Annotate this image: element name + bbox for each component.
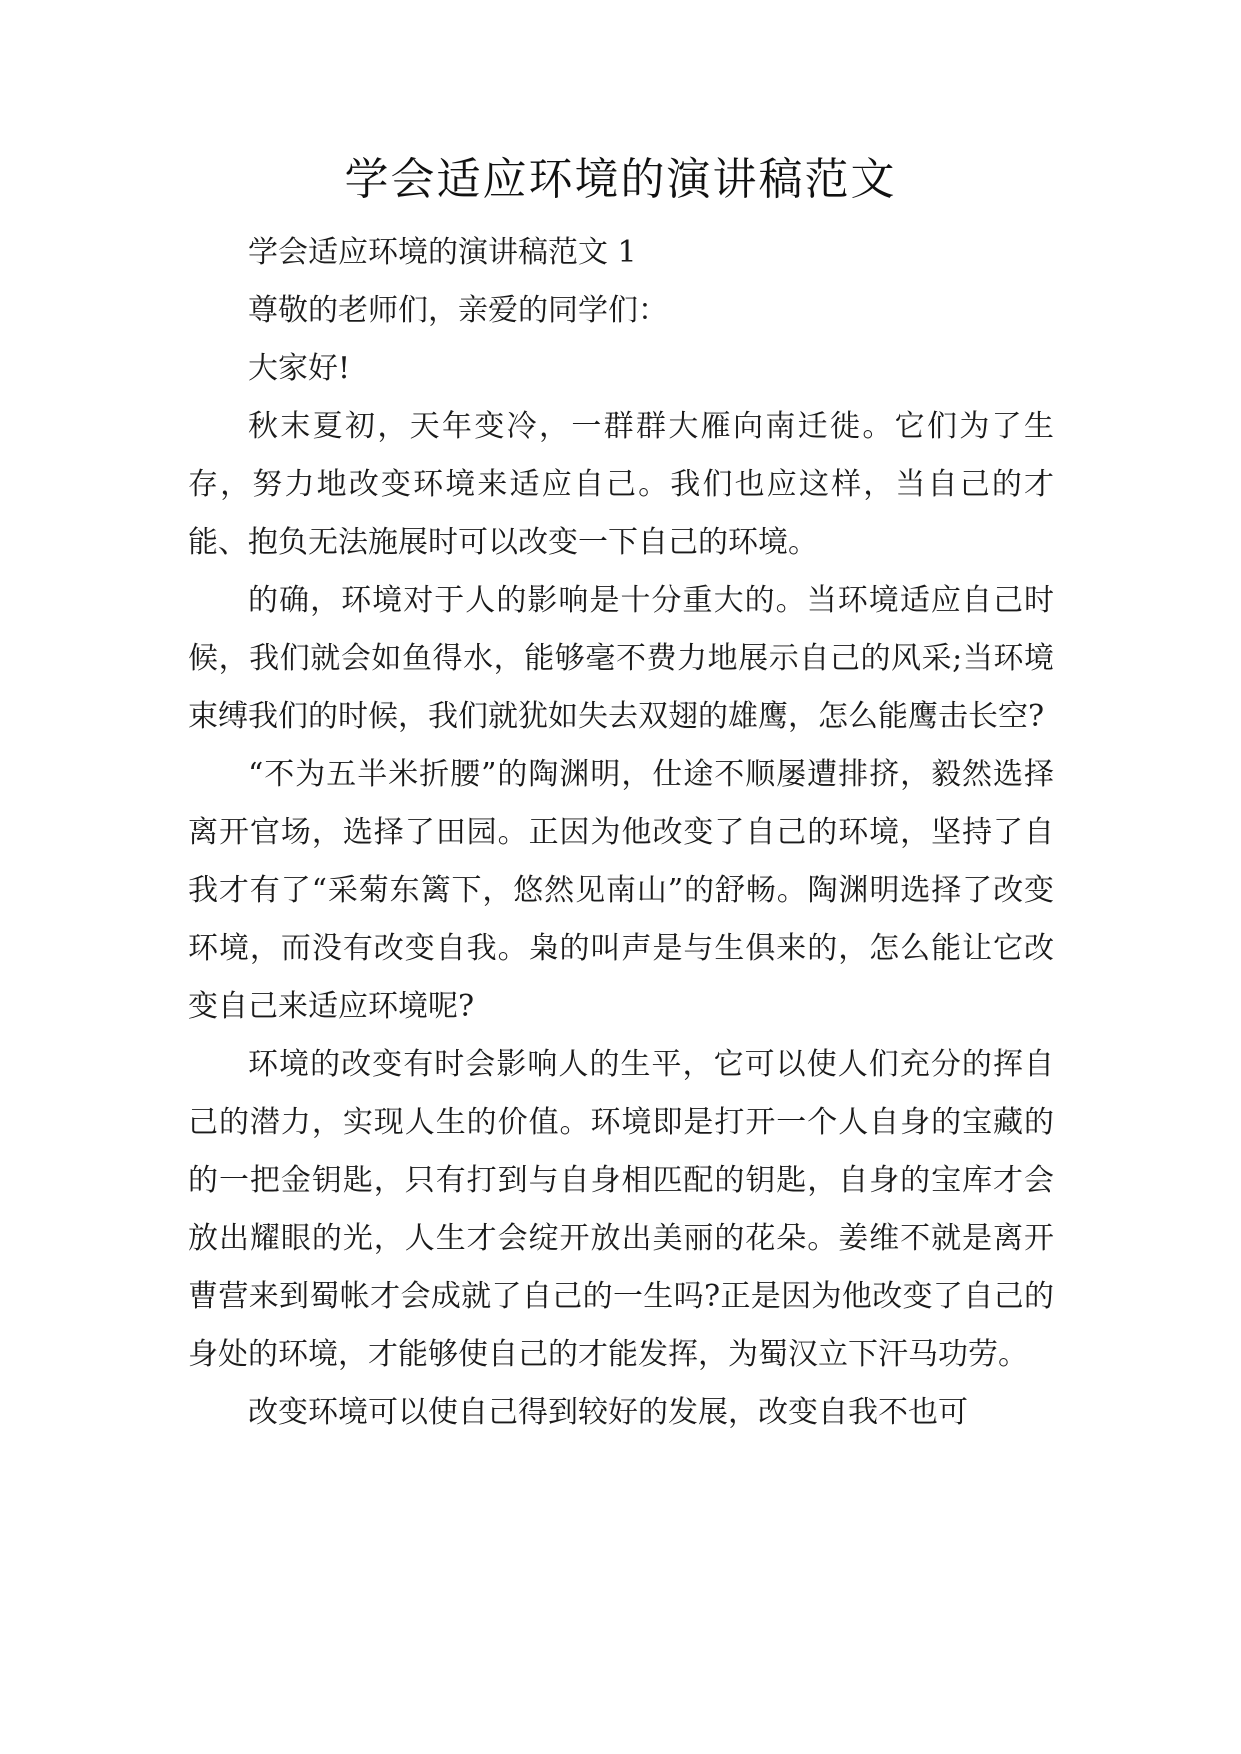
greeting-paragraph: 大家好! (248, 351, 351, 386)
body-paragraph: 环境的改变有时会影响人的生平，它可以使人们充分的挥自己的潜力，实现人生的价值。环境即是打开一个人自身的宝藏的的一把金钥匙，只有打到与自身相匹配的钥匙，自身的宝库才会放出耀眼的光，人生才会绽开放出美丽的花朵。姜维不就是离开曹营来到蜀帐才会成就了自己的一生吗?正是因为他改变了自己的身处的环境，才能够使自己的才能发挥，为蜀汉立下汗马功劳。 (188, 1047, 1054, 1372)
document-body (188, 224, 1054, 1442)
body-paragraph: 改变环境可以使自己得到较好的发展，改变自我不也可 (248, 1395, 968, 1430)
body-paragraph: “不为五半米折腰”的陶渊明，仕途不顺屡遭排挤，毅然选择离开官场，选择了田园。正因为他改变了自己的环境，坚持了自我才有了“采菊东篱下，悠然见南山”的舒畅。陶渊明选择了改变环境，而没有改变自我。枭的叫声是与生俱来的，怎么能让它改变自己来适应环境呢? (188, 757, 1054, 1024)
body-paragraph: 的确，环境对于人的影响是十分重大的。当环境适应自己时候，我们就会如鱼得水，能够毫不费力地展示自己的风采;当环境束缚我们的时候，我们就犹如失去双翅的雄鹰，怎么能鹰击长空? (188, 583, 1054, 734)
heading-paragraph: 学会适应环境的演讲稿范文 1 (248, 235, 637, 270)
document-title: 学会适应环境的演讲稿范文 (344, 154, 897, 205)
salutation-paragraph: 尊敬的老师们，亲爱的同学们： (248, 293, 668, 328)
body-paragraph: 秋末夏初，天年变冷，一群群大雁向南迁徙。它们为了生存，努力地改变环境来适应自己。我们也应这样，当自己的才能、抱负无法施展时可以改变一下自己的环境。 (188, 409, 1054, 560)
